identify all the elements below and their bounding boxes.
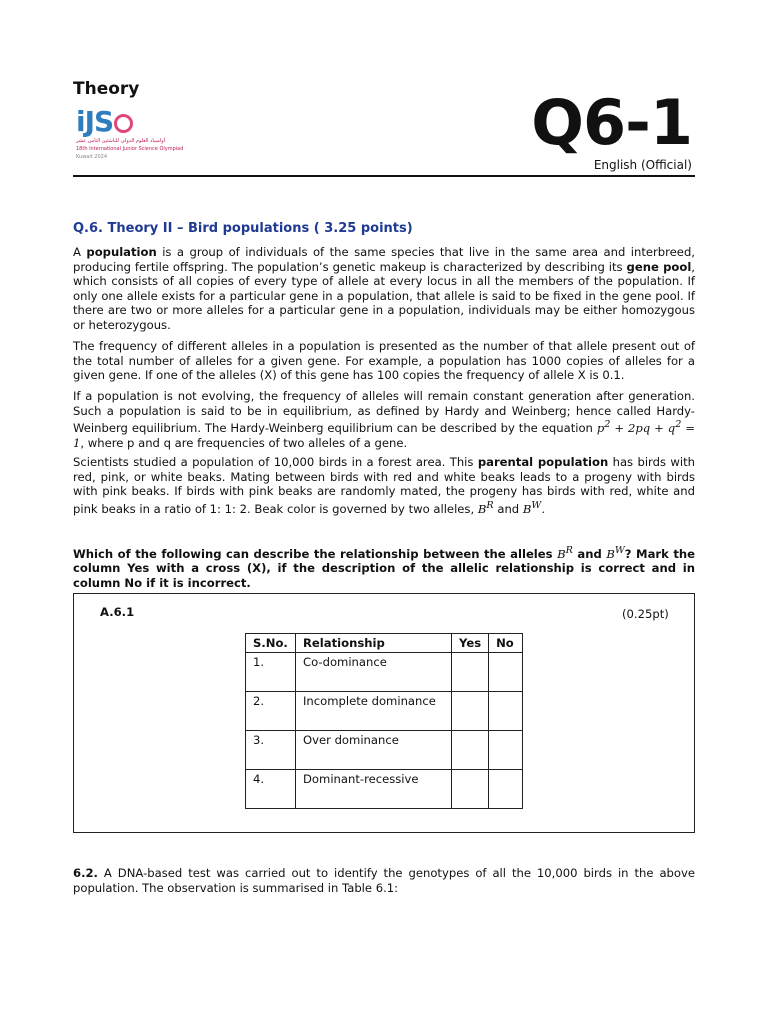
row-relationship: Over dominance <box>296 731 452 770</box>
row-number: 1. <box>246 653 296 692</box>
p4-text-a: Scientists studied a population of 10,000 birds in a forest area. This <box>73 455 478 469</box>
table-row <box>246 731 523 770</box>
header-divider <box>73 175 695 177</box>
term-gene-pool: gene pool <box>626 259 692 274</box>
allele-bw: $B^W$ <box>522 499 542 516</box>
instruction-and: and <box>572 546 607 561</box>
instruction-text-b: ? Mark the column Yes with a cross (X), if the description of the allelic relationship is correct and in column No if it is incorrect. <box>73 546 695 591</box>
yes-answer-cell[interactable] <box>452 770 489 809</box>
p4-and: and <box>493 501 523 516</box>
p1-text-d: , which consists of all copies of every type of allele at every locus in all the members of the population. If only one allele exists for a particular gene in a population, that allele is said to be fixed in the gene pool. If there are two or more alleles for a particular gene in a population, individuals may be either homozygous or heterozygous. <box>73 259 695 332</box>
table-row <box>246 692 523 731</box>
allele-br: $B^R$ <box>477 499 494 516</box>
row-number: 2. <box>246 692 296 731</box>
yes-answer-cell[interactable] <box>452 731 489 770</box>
term-parental-population: parental population <box>477 455 609 469</box>
p4-end: . <box>541 501 545 516</box>
yes-answer-cell[interactable] <box>452 653 489 692</box>
p1-text-a: A <box>73 245 87 259</box>
row-number: 3. <box>246 731 296 770</box>
paragraph-hardy-weinberg <box>73 389 695 450</box>
hardy-weinberg-equation: $p^2 + 2pq + q^2 = 1$ <box>73 419 696 450</box>
logo-ring-icon <box>114 114 133 133</box>
paragraph-population <box>73 245 695 333</box>
table-header-row <box>246 634 523 653</box>
logo-subtitle-en: 18th International Junior Science Olympiad <box>76 146 184 152</box>
yes-answer-cell[interactable] <box>452 692 489 731</box>
no-answer-cell[interactable] <box>489 692 523 731</box>
question-6-2 <box>73 866 695 895</box>
table-row <box>246 653 523 692</box>
header-relationship: Relationship <box>296 634 452 653</box>
header-sno: S.No. <box>246 634 296 653</box>
ijso-logo <box>76 105 186 160</box>
logo-subtitle-small: Kuwait 2024 <box>76 154 108 160</box>
question-instruction <box>73 544 695 591</box>
paragraph-frequency: The frequency of different alleles in a population is presented as the number of that allele present out of the total number of alleles for a given gene. For example, a population has 1000 copies of alleles for a given gene. If one of the alleles (X) of this gene has 100 copies the frequency of allele X is 0.1. <box>73 339 695 383</box>
header-no: No <box>489 634 523 653</box>
term-population: population <box>86 245 157 259</box>
instruction-text-a: Which of the following can describe the relationship between the alleles <box>73 546 558 561</box>
row-relationship: Co-dominance <box>296 653 452 692</box>
p3-text-a: If a population is not evolving, the frequency of alleles will remain constant generation after generation. Such a population is said to be in equilibrium, as defined by Hardy and Weinberg; hence called Hardy-Weinberg equilibrium. The Hardy-Weinberg equilibrium can be described by the equation <box>73 389 695 436</box>
relationship-table <box>245 633 523 809</box>
question-6-2-text: A DNA-based test was carried out to identify the genotypes of all the 10,000 birds in the above population. The observation is summarised in Table 6.1: <box>73 866 695 895</box>
logo-text: iJS <box>76 105 114 138</box>
paragraph-parental-population <box>73 455 695 516</box>
no-answer-cell[interactable] <box>489 653 523 692</box>
row-relationship: Incomplete dominance <box>296 692 452 731</box>
no-answer-cell[interactable] <box>489 770 523 809</box>
row-relationship: Dominant-recessive <box>296 770 452 809</box>
question-number: Q6-1 <box>531 86 692 159</box>
section-label: Theory <box>73 79 140 99</box>
row-number: 4. <box>246 770 296 809</box>
p4-text-c: has birds with red, pink, or white beaks. Mating between birds with red and white beaks leads to a progeny with birds with pink beaks. If birds with pink beaks are randomly mated, the progeny has birds with red, white and pink beaks in a ratio of 1: 1: 2. Beak color is governed by two alleles, <box>73 455 695 516</box>
question-title: Q.6. Theory II – Bird populations ( 3.25 points) <box>73 221 413 236</box>
allele-br-instruction: $B^R$ <box>557 545 573 561</box>
p3-text-b: , where p and q are frequencies of two alleles of a gene. <box>80 435 408 450</box>
p1-text-c: is a group of individuals of the same species that live in the same area and interbreed, producing fertile offspring. The population’s genetic makeup is characterized by describing its <box>73 245 695 274</box>
answer-points: (0.25pt) <box>622 607 669 621</box>
question-6-2-number: 6.2. <box>73 866 98 880</box>
language-label: English (Official) <box>593 158 692 172</box>
table-row <box>246 770 523 809</box>
allele-bw-instruction: $B^W$ <box>606 545 625 561</box>
logo-mark <box>76 105 186 138</box>
logo-subtitle-ar: أولمبياد العلوم الدولي للناشئين الثامن عشر <box>76 138 166 144</box>
answer-label: A.6.1 <box>100 605 135 619</box>
no-answer-cell[interactable] <box>489 731 523 770</box>
header-yes: Yes <box>452 634 489 653</box>
